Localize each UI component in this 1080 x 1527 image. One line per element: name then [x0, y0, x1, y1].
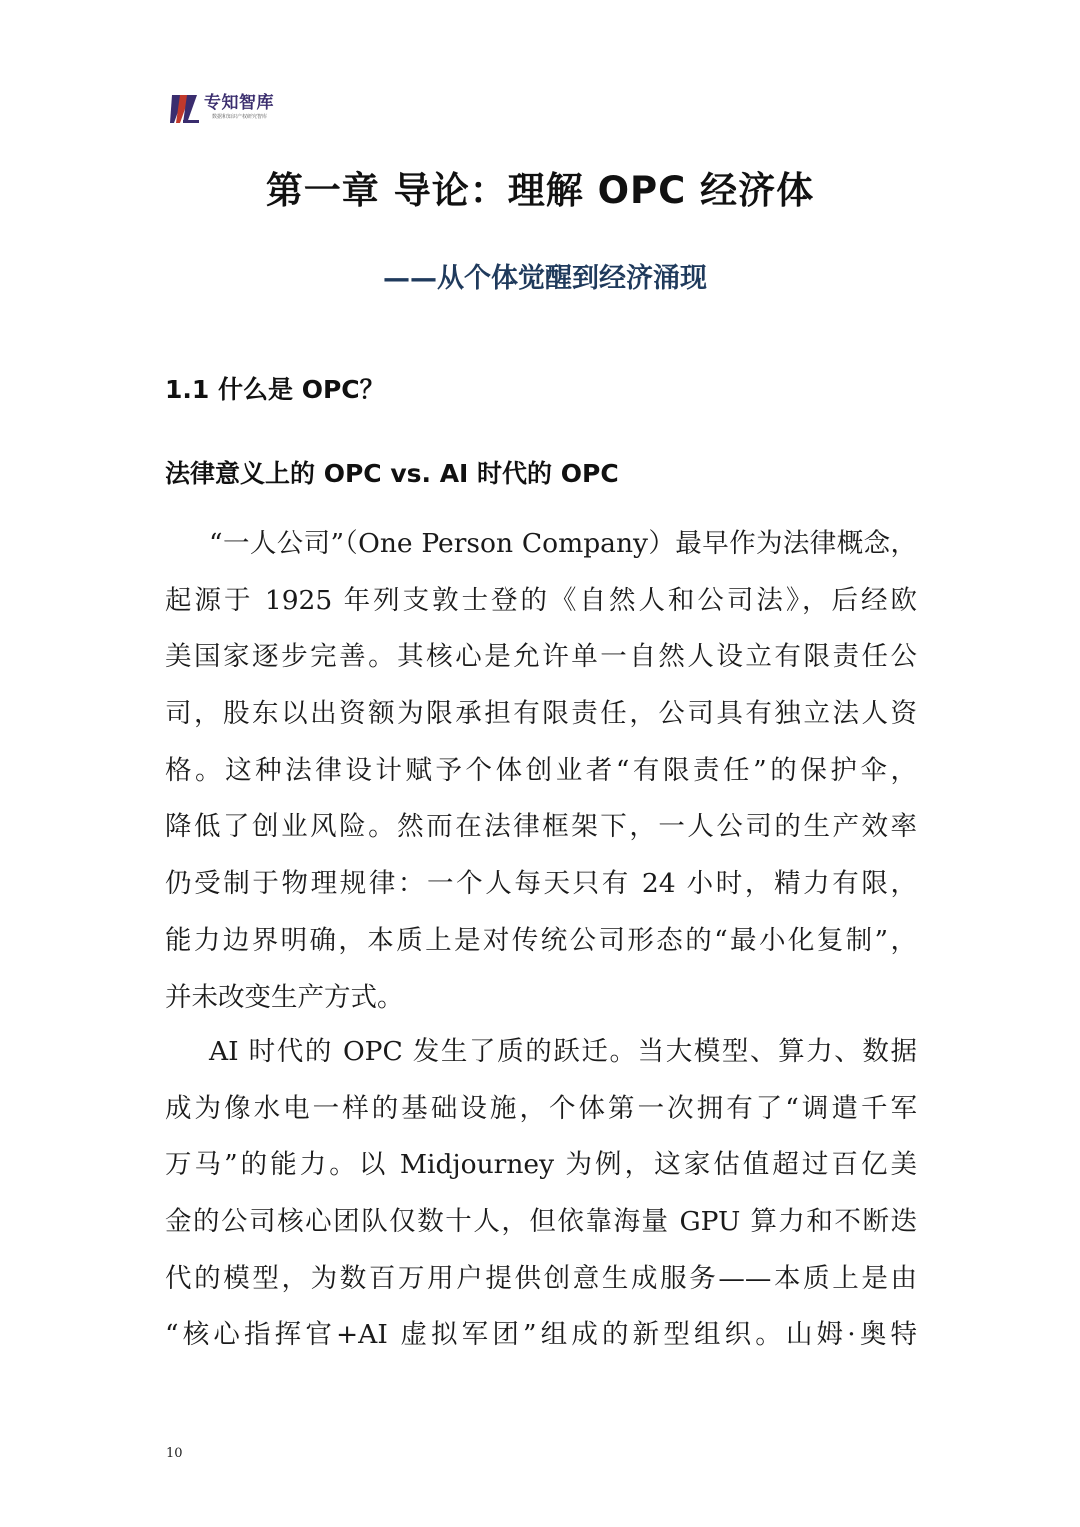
- paragraph-1: [165, 516, 917, 1026]
- paragraph-line: 能力边界明确，本质上是对传统公司形态的“最小化复制”，: [165, 924, 917, 956]
- logo: [170, 93, 274, 125]
- paragraph-line: 金的公司核心团队仅数十人，但依靠海量 GPU 算力和不断迭: [165, 1206, 917, 1238]
- logo-name: 专知智库: [204, 93, 274, 113]
- paragraph-line: 司，股东以出资额为限承担有限责任，公司具有独立法人资: [165, 698, 917, 730]
- zl-logo-icon: [170, 93, 200, 125]
- section-title: 1.1 什么是 OPC？: [165, 375, 385, 404]
- paragraph-line: 格。这种法律设计赋予个体创业者“有限责任”的保护伞，: [165, 754, 917, 786]
- paragraph-line: “一人公司”（One Person Company）最早作为法律概念，: [209, 528, 917, 559]
- paragraph-line: 代的模型，为数百万用户提供创意生成服务——本质上是由: [165, 1262, 917, 1294]
- chapter-subtitle: ——从个体觉醒到经济涌现: [383, 263, 707, 294]
- paragraph-line: 仍受制于物理规律：一个人每天只有 24 小时，精力有限，: [165, 868, 917, 900]
- subsection-title: 法律意义上的 OPC vs. AI 时代的 OPC: [165, 459, 619, 488]
- paragraph-line: “核心指挥官+AI 虚拟军团”组成的新型组织。山姆·奥特: [165, 1319, 917, 1351]
- paragraph-line: AI 时代的 OPC 发生了质的跃迁。当大模型、算力、数据: [209, 1036, 917, 1067]
- paragraph-line: 并未改变生产方式。: [165, 981, 404, 1013]
- paragraph-line: 美国家逐步完善。其核心是允许单一自然人设立有限责任公: [165, 641, 917, 673]
- chapter-title: 第一章 导论：理解 OPC 经济体: [265, 169, 815, 212]
- page-number: 10: [166, 1446, 183, 1461]
- paragraph-line: 起源于 1925 年列支敦士登的《自然人和公司法》，后经欧: [165, 584, 917, 616]
- paragraph-line: 万马”的能力。以 Midjourney 为例，这家估值超过百亿美: [165, 1149, 917, 1181]
- logo-tagline: 数据和知识产权研究智库: [212, 114, 268, 120]
- paragraph-line: 成为像水电一样的基础设施，个体第一次拥有了“调遣千军: [165, 1092, 917, 1124]
- paragraph-2: [165, 1024, 917, 1364]
- paragraph-line: 降低了创业风险。然而在法律框架下，一人公司的生产效率: [165, 811, 917, 843]
